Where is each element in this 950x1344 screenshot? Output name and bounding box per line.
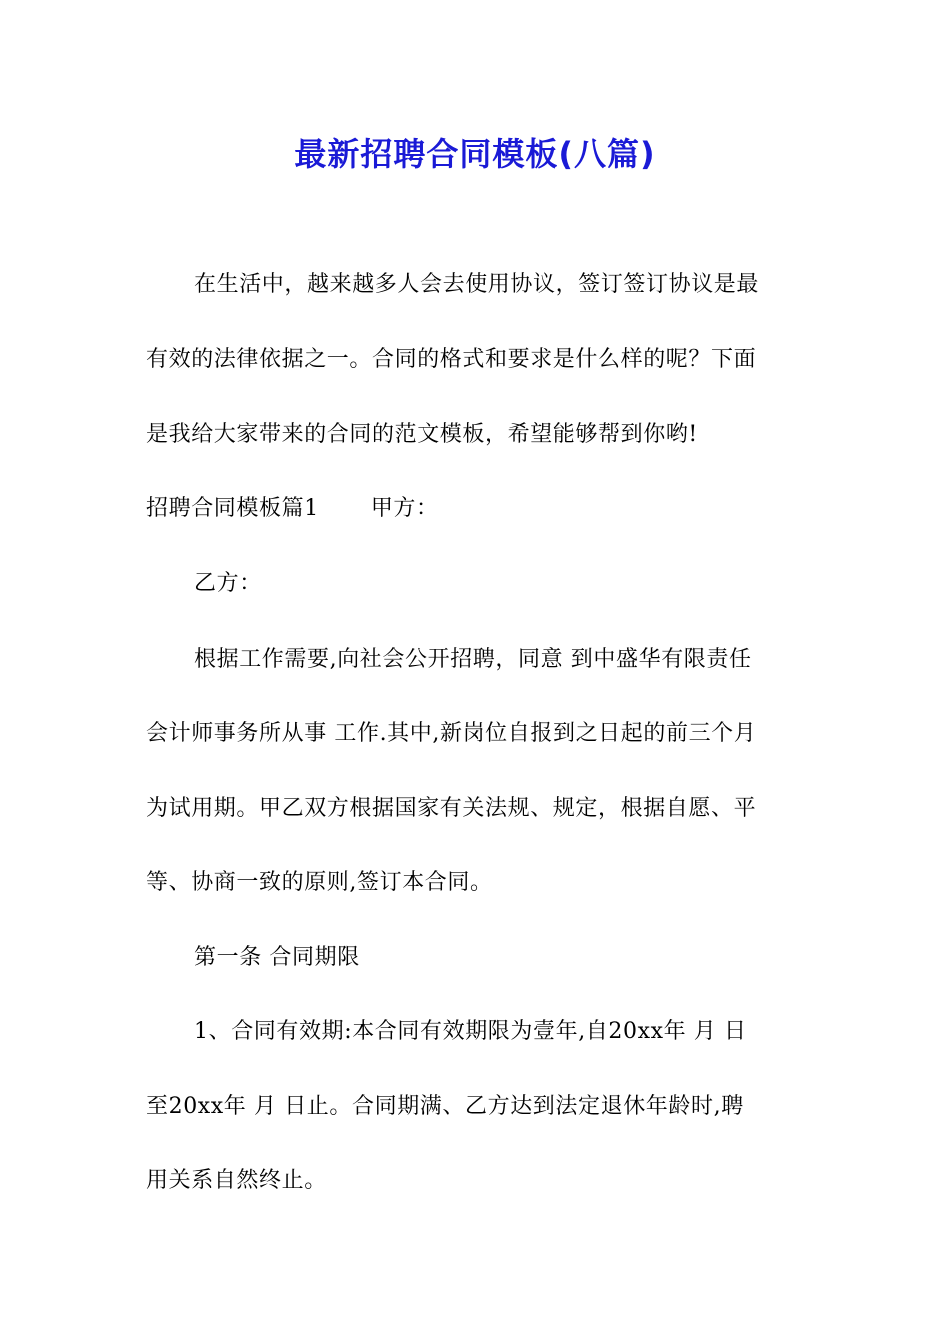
paragraph-line: 用关系自然终止。: [146, 1168, 327, 1193]
paragraph-line: 会计师事务所从事 工作.其中,新岗位自报到之日起的前三个月: [146, 721, 757, 746]
paragraph-line: 是我给大家带来的合同的范文模板，希望能够帮到你哟!: [146, 422, 698, 447]
paragraph-line: 根据工作需要,向社会公开招聘，同意 到中盛华有限责任: [194, 647, 752, 672]
section-heading-line: [146, 494, 439, 524]
party-a-label: 甲方：: [370, 496, 439, 521]
paragraph-line: 在生活中，越来越多人会去使用协议，签订签订协议是最: [194, 272, 760, 297]
paragraph-line: 1、合同有效期:本合同有效期限为壹年,自20xx年 月 日: [194, 1019, 747, 1044]
article-heading: 第一条 合同期限: [194, 945, 360, 970]
party-b-label: 乙方：: [194, 571, 262, 596]
paragraph-line: 等、协商一致的原则,签订本合同。: [146, 870, 493, 895]
document-title: 最新招聘合同模板(八篇): [294, 135, 656, 173]
section-heading: 招聘合同模板篇1: [146, 496, 319, 521]
paragraph-line: 有效的法律依据之一。合同的格式和要求是什么样的呢？下面: [146, 347, 757, 372]
paragraph-line: 为试用期。甲乙双方根据国家有关法规、规定，根据自愿、平: [146, 796, 757, 821]
paragraph-line: 至20xx年 月 日止。合同期满、乙方达到法定退休年龄时,聘: [146, 1094, 744, 1119]
